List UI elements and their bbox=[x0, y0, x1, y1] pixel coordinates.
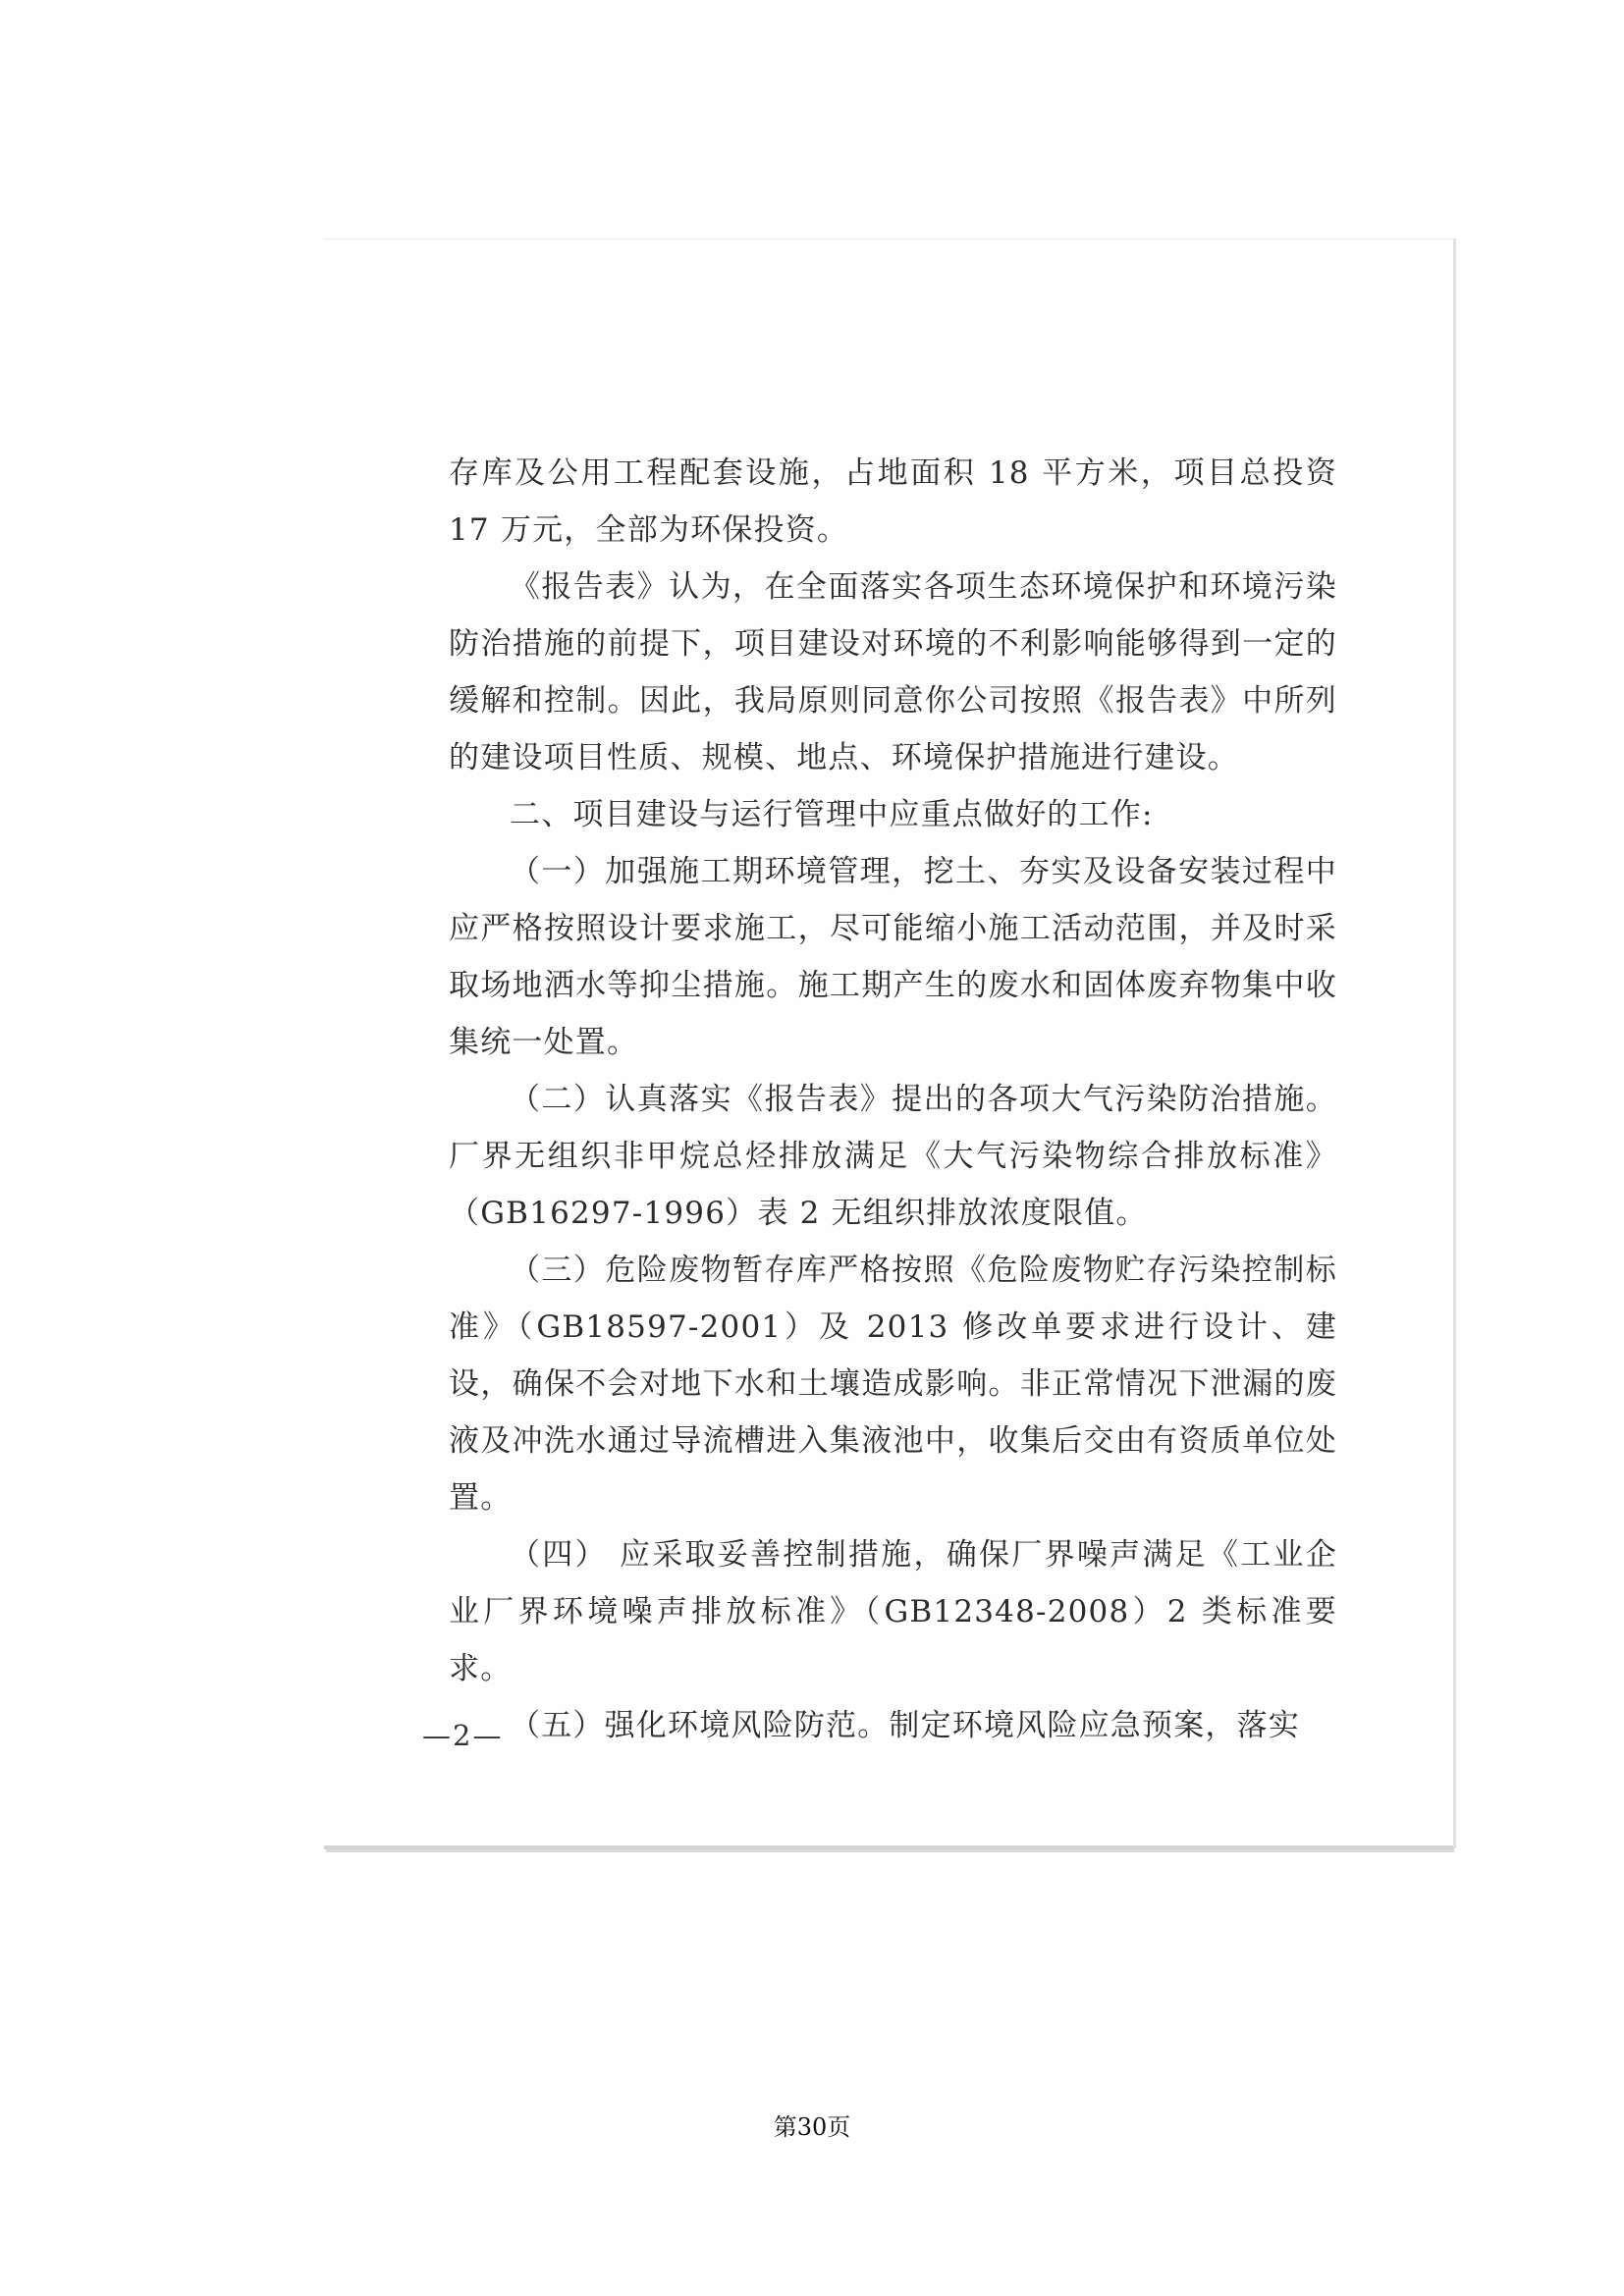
section-heading: 二、项目建设与运行管理中应重点做好的工作: bbox=[510, 797, 1154, 832]
document-body bbox=[449, 445, 1337, 1754]
paragraph: （五）强化环境风险防范。制定环境风险应急预案，落实 bbox=[510, 1708, 1300, 1743]
paragraph: （三）危险废物暂存库严格按照《危险废物贮存污染控制标准》（GB18597-2001）及 2013 修改单要求进行设计、建设，确保不会对地下水和土壤造成影响。非正常情况下泄漏的废液及冲洗水通过导流槽进入集液池中，收集后交由有资质单位处置。 bbox=[449, 1253, 1337, 1516]
scan-page-number: —2— bbox=[422, 1719, 504, 1752]
paragraph: 存库及公用工程配套设施，占地面积 18 平方米，项目总投资 17 万元，全部为环保投资。 bbox=[449, 455, 1337, 548]
footer-page-label: 第30页 bbox=[773, 2113, 851, 2141]
paragraph: （四） 应采取妥善控制措施，确保厂界噪声满足《工业企业厂界环境噪声排放标准》（GB12348-2008）2 类标准要求。 bbox=[449, 1537, 1337, 1686]
paragraph: （二）认真落实《报告表》提出的各项大气污染防治措施。厂界无组织非甲烷总烃排放满足《大气污染物综合排放标准》（GB16297-1996）表 2 无组织排放浓度限值。 bbox=[449, 1082, 1337, 1231]
paragraph: 《报告表》认为，在全面落实各项生态环境保护和环境污染防治措施的前提下，项目建设对环境的不利影响能够得到一定的缓解和控制。因此，我局原则同意你公司按照《报告表》中所列的建设项目性质、规模、地点、环境保护措施进行建设。 bbox=[449, 569, 1337, 775]
paragraph: （一）加强施工期环境管理，挖土、夯实及设备安装过程中应严格按照设计要求施工，尽可能缩小施工活动范围，并及时采取场地洒水等抑尘措施。施工期产生的废水和固体废弃物集中收集统一处置。 bbox=[449, 854, 1337, 1060]
scanned-page bbox=[324, 239, 1456, 1848]
